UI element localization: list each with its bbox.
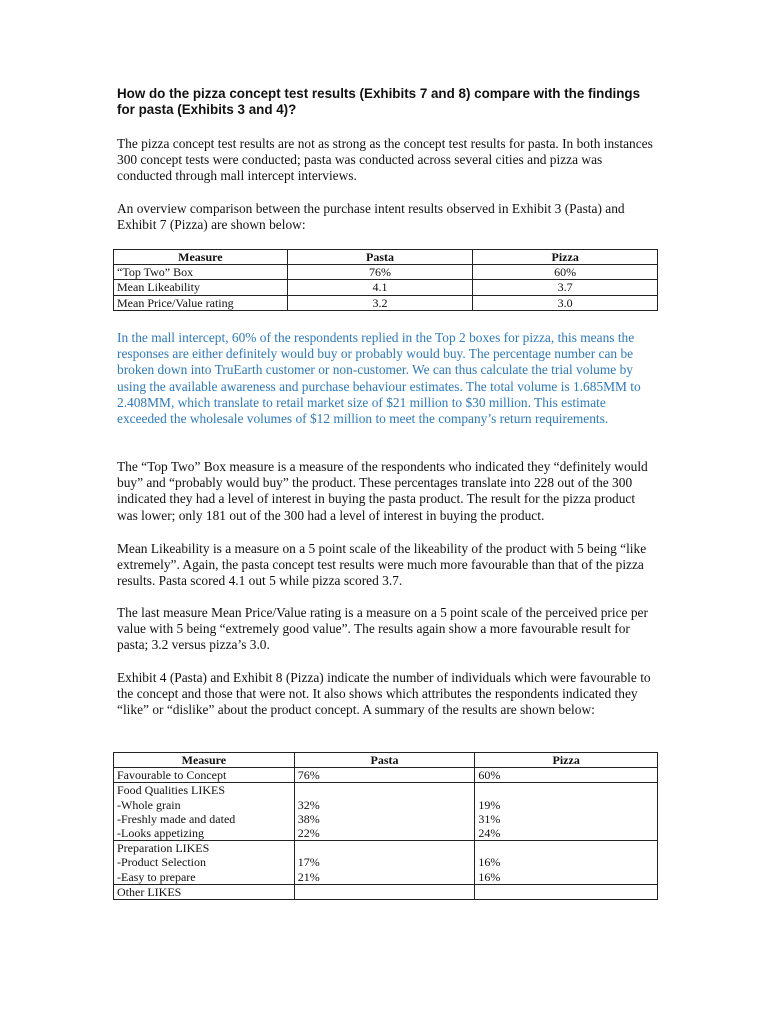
cell-pizza: 60% — [475, 768, 658, 783]
question-heading: How do the pizza concept test results (Exhibits 7 and 8) compare with the findings for pasta (Exhibits 3 and 4)? — [117, 86, 641, 117]
paragraph-exhibit-summary: Exhibit 4 (Pasta) and Exhibit 8 (Pizza) indicate the number of individuals which were favourable to the concept and those that were not. It also shows which attributes the respondents indicated they “like” or “dislike” about the product concept. A summary of the results are shown below: — [117, 670, 651, 718]
cell-pasta: 3.2 — [287, 295, 473, 310]
item-value: 21% — [297, 869, 320, 884]
cell-pasta — [294, 841, 475, 885]
header-measure: Measure — [114, 753, 295, 768]
cell-pizza — [475, 841, 658, 885]
item-label: -Product Selection — [117, 855, 206, 870]
cell-pasta: 76% — [294, 768, 475, 783]
table-row-food-qualities — [114, 783, 658, 841]
item-value: 16% — [478, 869, 501, 884]
item-value: 38% — [297, 811, 320, 826]
item-label: -Whole grain — [117, 797, 181, 812]
paragraph-mall-intercept: In the mall intercept, 60% of the respondents replied in the Top 2 boxes for pizza, this means the responses are either definitely would buy or probably would buy. The percentage number can be broken down into TruEarth customer or non-customer. We can thus calculate the trial volume by using the available awareness and purchase behaviour estimates. The total volume is 1.685MM to 2.408MM, which translate to retail market size of $21 million to $30 million. This estimate exceeded the wholesale volumes of $12 million to meet the company’s return requirements. — [117, 330, 641, 427]
item-label: -Freshly made and dated — [117, 811, 236, 826]
header-pasta: Pasta — [287, 250, 473, 265]
cell-pizza: 60% — [473, 265, 658, 280]
item-value: 17% — [297, 855, 320, 870]
table-header-row — [114, 250, 658, 265]
table-row-other — [114, 884, 658, 899]
group-title: Preparation LIKES — [117, 841, 210, 856]
cell-pasta: 4.1 — [287, 280, 473, 295]
table-row — [114, 295, 658, 310]
table-row-favourable — [114, 768, 658, 783]
header-pasta: Pasta — [294, 753, 475, 768]
item-label: -Easy to prepare — [117, 869, 196, 884]
paragraph-overview: An overview comparison between the purchase intent results observed in Exhibit 3 (Pasta) and Exhibit 7 (Pizza) are shown below: — [117, 201, 625, 233]
cell-pizza — [475, 783, 658, 841]
header-pizza: Pizza — [473, 250, 658, 265]
table-row — [114, 265, 658, 280]
cell-measure: Mean Price/Value rating — [114, 295, 288, 310]
paragraph-intro: The pizza concept test results are not as strong as the concept test results for pasta. In both instances 300 concept tests were conducted; pasta was conducted across several cities and pizza was conducted through mall intercept interviews. — [117, 136, 653, 184]
cell-measure — [114, 841, 295, 885]
cell-pasta: 76% — [287, 265, 473, 280]
cell-measure: Mean Likeability — [114, 280, 288, 295]
header-measure: Measure — [114, 250, 288, 265]
item-value: 31% — [478, 811, 501, 826]
header-pizza: Pizza — [475, 753, 658, 768]
paragraph-top-two-box: The “Top Two” Box measure is a measure of the respondents who indicated they “definitely would buy” and “probably would buy” the product. These percentages translate into 228 out of the 300 indicated they had a level of interest in buying the pasta product. The result for the pizza product was lower; only 181 out of the 300 had a level of interest in buying the product. — [117, 459, 648, 523]
cell-measure — [114, 783, 295, 841]
cell-pizza: 3.7 — [473, 280, 658, 295]
item-value: 24% — [478, 826, 501, 841]
cell-pasta — [294, 783, 475, 841]
purchase-intent-table — [113, 249, 658, 311]
likes-summary-table — [113, 752, 658, 900]
cell-pizza: 3.0 — [473, 295, 658, 310]
table-row — [114, 280, 658, 295]
group-title: Food Qualities LIKES — [117, 783, 225, 798]
item-value: 16% — [478, 855, 501, 870]
table-row-preparation — [114, 841, 658, 885]
cell-measure: Other LIKES — [114, 884, 295, 899]
item-value: 22% — [297, 826, 320, 841]
cell-pizza — [475, 884, 658, 899]
cell-measure: “Top Two” Box — [114, 265, 288, 280]
paragraph-price-value: The last measure Mean Price/Value rating is a measure on a 5 point scale of the perceived price per value with 5 being “extremely good value”. The results again show a more favourable result for pasta; 3.2 versus pizza’s 3.0. — [117, 605, 648, 653]
paragraph-mean-likeability: Mean Likeability is a measure on a 5 point scale of the likeability of the product with 5 being “like extremely”. Again, the pasta concept test results were much more favourable than that of the pizza results. Pasta scored 4.1 out 5 while pizza scored 3.7. — [117, 541, 647, 589]
item-label: -Looks appetizing — [117, 826, 204, 841]
cell-pasta — [294, 884, 475, 899]
item-value: 32% — [297, 797, 320, 812]
table-header-row — [114, 753, 658, 768]
item-value: 19% — [478, 797, 501, 812]
cell-measure: Favourable to Concept — [114, 768, 295, 783]
